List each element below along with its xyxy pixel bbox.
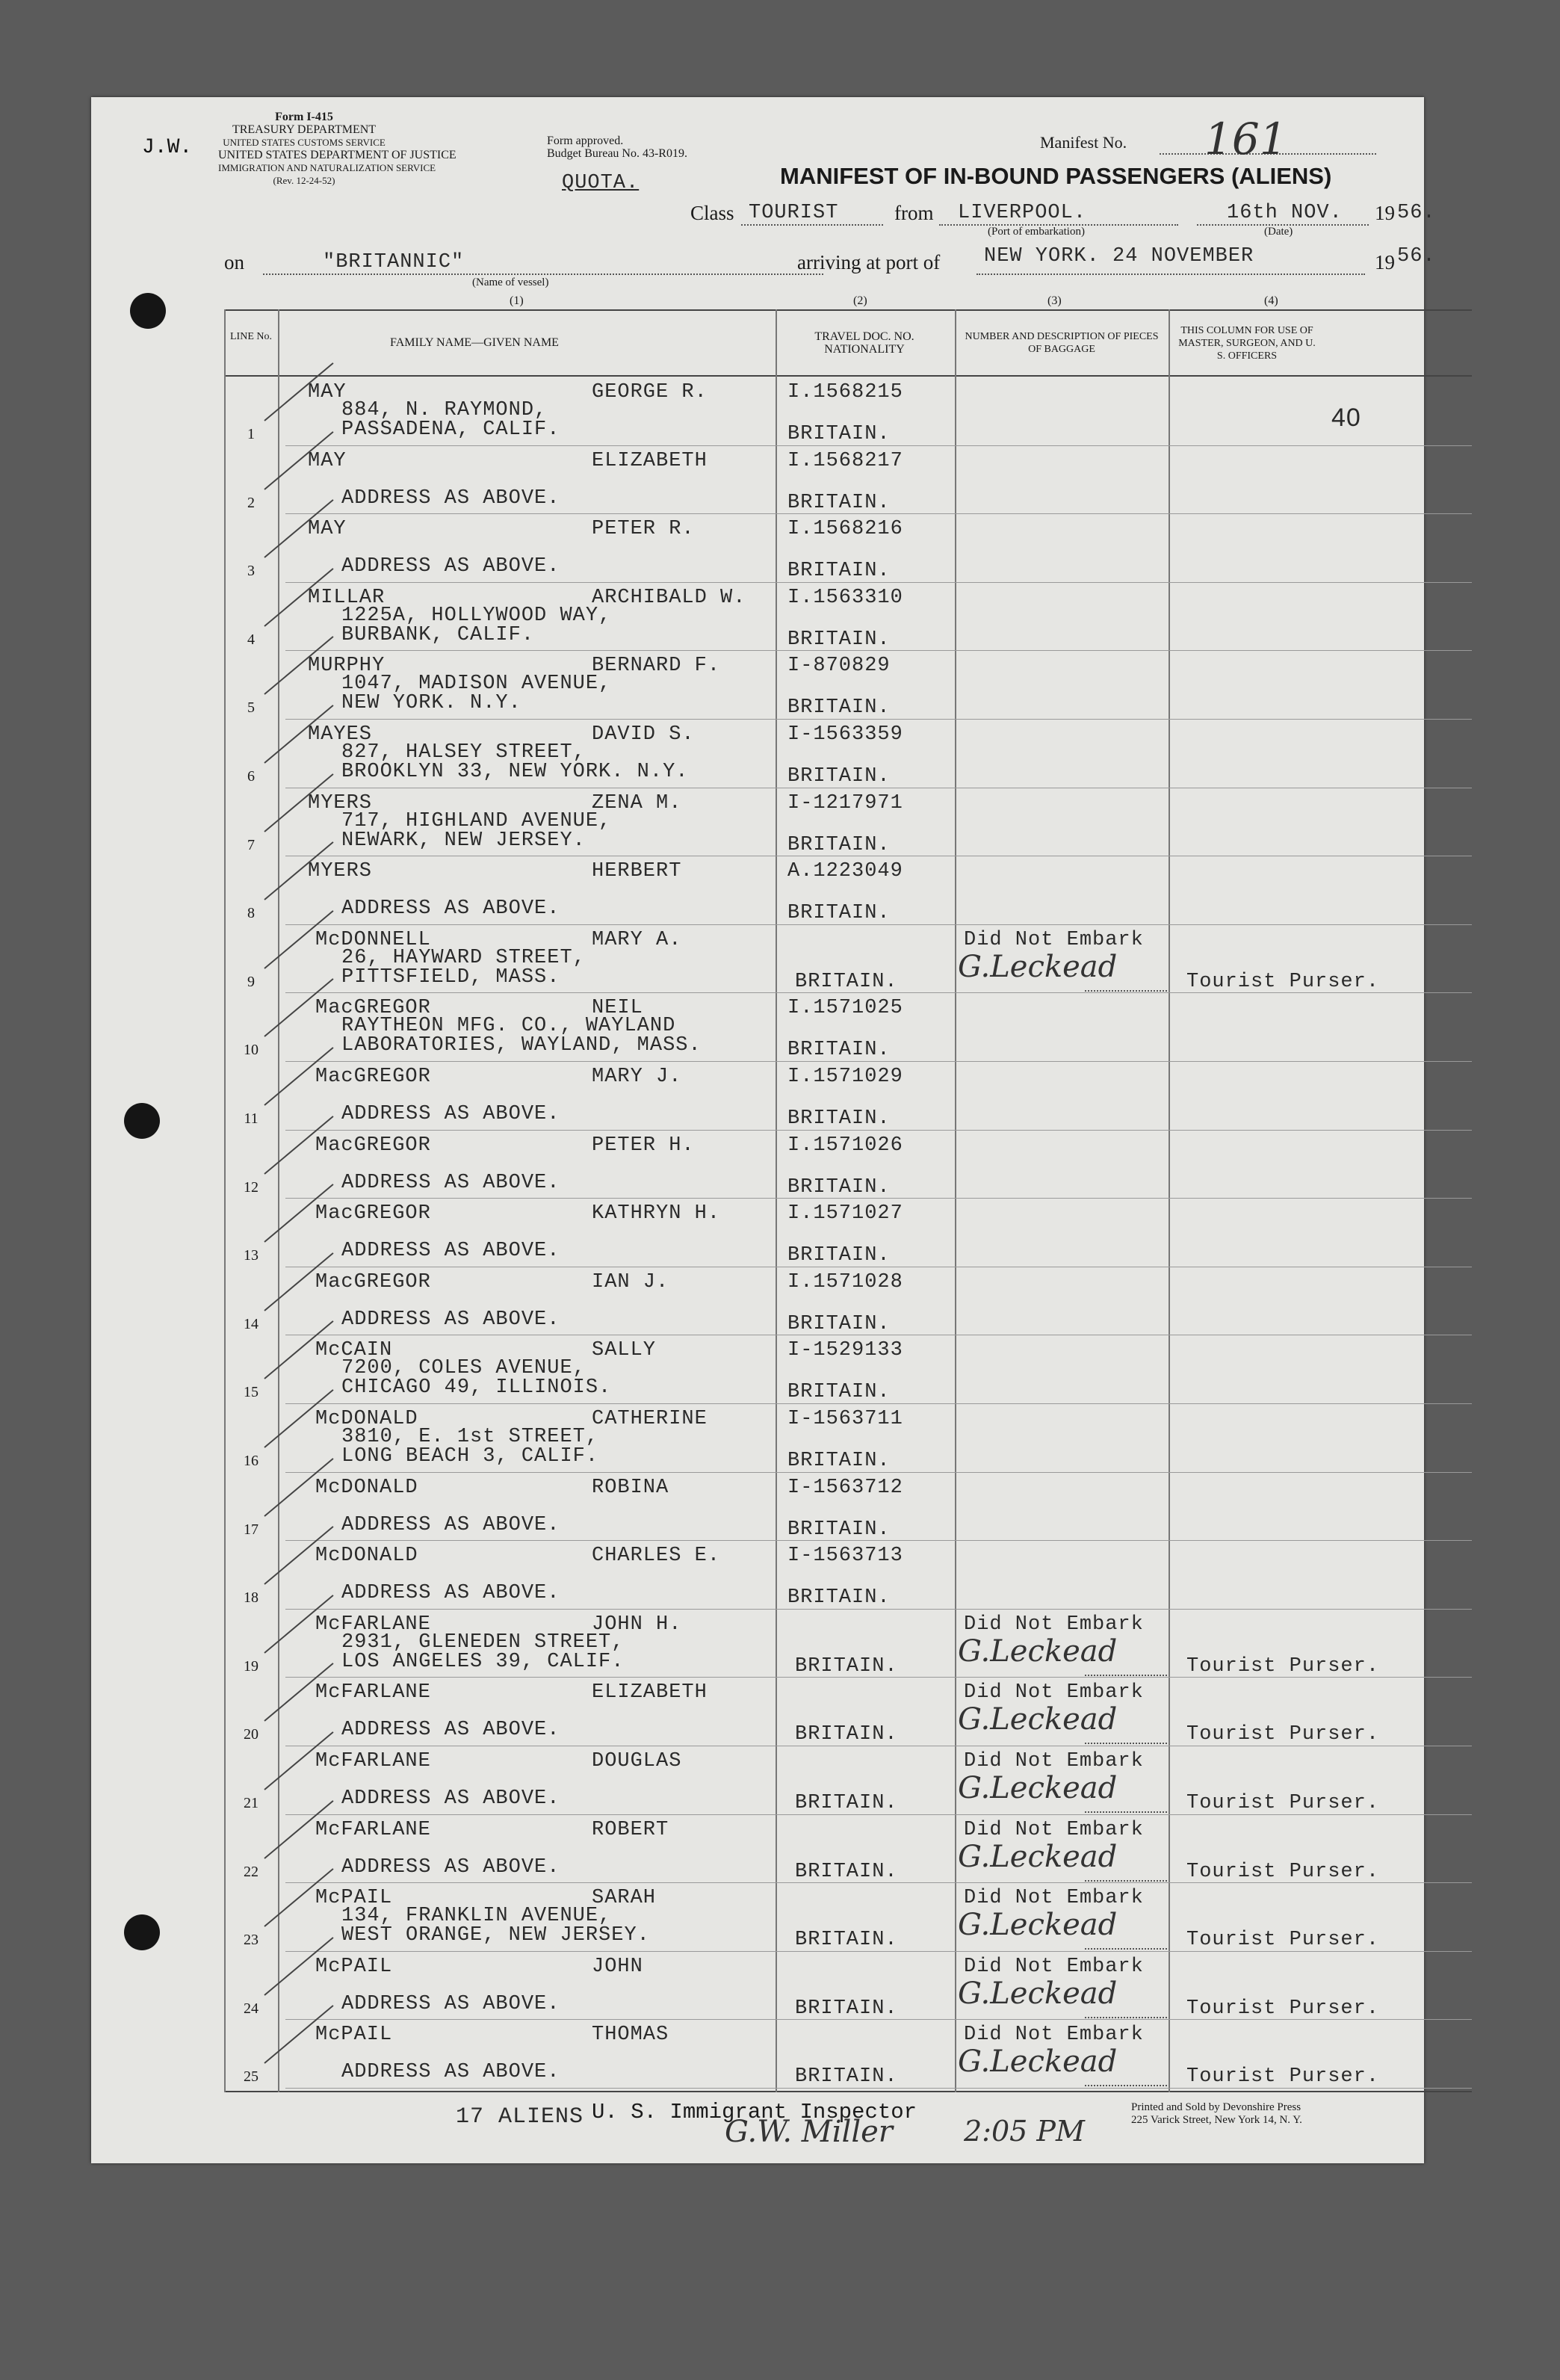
address-line-1: RAYTHEON MFG. CO., WAYLAND bbox=[341, 1015, 676, 1038]
given-name: NEIL bbox=[592, 997, 643, 1020]
family-name: MAYES bbox=[308, 723, 373, 746]
family-name: MYERS bbox=[308, 860, 373, 883]
travel-doc-no: I.1571029 bbox=[787, 1066, 903, 1088]
line-number: 12 bbox=[244, 1178, 259, 1196]
line-number: 25 bbox=[244, 2068, 259, 2086]
header-officers: THIS COLUMN FOR USE OF MASTER, SURGEON, AND U. S. OFFICERS bbox=[1178, 325, 1316, 362]
baggage-signature: G.Leckead bbox=[958, 1839, 1118, 1874]
side-note: J.W. bbox=[142, 136, 193, 159]
family-name: McFARLANE bbox=[315, 1750, 431, 1772]
col-number-4: (4) bbox=[1264, 294, 1278, 307]
line-number: 2 bbox=[247, 494, 255, 511]
header-line-no: LINE No. bbox=[230, 331, 272, 342]
nationality: BRITAIN. bbox=[795, 1929, 898, 1952]
col-divider-name bbox=[278, 309, 279, 2092]
nationality: BRITAIN. bbox=[787, 1586, 891, 1610]
address-line-1: 26, HAYWARD STREET, bbox=[341, 946, 586, 969]
line-number: 7 bbox=[247, 836, 255, 853]
officer-note: Tourist Purser. bbox=[1186, 1654, 1380, 1678]
family-name: MURPHY bbox=[308, 655, 386, 678]
travel-doc-no: I.1563310 bbox=[787, 586, 903, 609]
line-number: 23 bbox=[244, 1932, 259, 1949]
nationality: BRITAIN. bbox=[787, 628, 891, 651]
nationality: BRITAIN. bbox=[787, 560, 891, 583]
given-name: JOHN bbox=[592, 1955, 643, 1978]
purser-leader-line bbox=[1085, 1743, 1167, 1744]
nationality: BRITAIN. bbox=[787, 1244, 891, 1267]
family-name: McFARLANE bbox=[315, 1681, 431, 1704]
address-line-2: NEW YORK. N.Y. bbox=[341, 692, 521, 715]
given-name: THOMAS bbox=[592, 2024, 669, 2047]
line-number: 13 bbox=[244, 1247, 259, 1264]
family-name: McPAIL bbox=[315, 1955, 393, 1978]
address-line-2: ADDRESS AS ABOVE. bbox=[341, 1582, 560, 1605]
family-name: McDONALD bbox=[315, 1408, 418, 1430]
given-name: MARY A. bbox=[592, 928, 682, 951]
address-line-2: ADDRESS AS ABOVE. bbox=[341, 1719, 560, 1742]
line-number: 9 bbox=[247, 973, 255, 990]
given-name: PETER H. bbox=[592, 1134, 695, 1157]
address-line-2: ADDRESS AS ABOVE. bbox=[341, 486, 560, 510]
purser-leader-line bbox=[1085, 1811, 1167, 1813]
family-name: McFARLANE bbox=[315, 1818, 431, 1841]
travel-doc-no: I-870829 bbox=[787, 655, 891, 678]
line-number: 11 bbox=[244, 1110, 259, 1127]
family-name: McDONALD bbox=[315, 1545, 418, 1568]
class-value: TOURIST bbox=[749, 202, 839, 224]
arrival-year-prefix: 19 bbox=[1375, 251, 1395, 273]
travel-doc-no: I.1571027 bbox=[787, 1202, 903, 1225]
travel-doc-no: I-1217971 bbox=[787, 791, 903, 815]
given-name: ELIZABETH bbox=[592, 449, 708, 472]
address-line-2: ADDRESS AS ABOVE. bbox=[341, 1855, 560, 1879]
line-number: 22 bbox=[244, 1863, 259, 1880]
address-line-2: ADDRESS AS ABOVE. bbox=[341, 1992, 560, 2015]
family-name: McDONALD bbox=[315, 1476, 418, 1499]
given-name: BERNARD F. bbox=[592, 655, 721, 678]
nationality: BRITAIN. bbox=[787, 1450, 891, 1472]
nationality: BRITAIN. bbox=[795, 1792, 898, 1814]
baggage-note: Did Not Embark bbox=[964, 1613, 1144, 1636]
line-number: 24 bbox=[244, 2000, 259, 2017]
baggage-note: Did Not Embark bbox=[964, 2024, 1144, 2047]
given-name: ELIZABETH bbox=[592, 1681, 708, 1704]
col-number-1: (1) bbox=[510, 294, 524, 307]
on-label: on bbox=[224, 251, 244, 273]
travel-doc-no: I-1563359 bbox=[787, 723, 903, 746]
inspector-label: U. S. Immigrant Inspector bbox=[592, 2100, 917, 2124]
nationality: BRITAIN. bbox=[787, 1107, 891, 1130]
travel-doc-no: I.1571028 bbox=[787, 1270, 903, 1293]
table-header-rule bbox=[224, 375, 1472, 377]
table-bottom-rule bbox=[224, 2091, 1472, 2092]
baggage-signature: G.Leckead bbox=[958, 1702, 1118, 1737]
given-name: MARY J. bbox=[592, 1066, 682, 1088]
class-label: Class bbox=[690, 202, 734, 224]
officer-note: Tourist Purser. bbox=[1186, 1792, 1380, 1814]
baggage-signature: G.Leckead bbox=[958, 949, 1118, 984]
family-name: MAY bbox=[308, 381, 347, 404]
quota-stamp: QUOTA. bbox=[562, 172, 640, 194]
baggage-note: Did Not Embark bbox=[964, 928, 1144, 951]
nationality: BRITAIN. bbox=[795, 970, 898, 993]
nationality: BRITAIN. bbox=[795, 2065, 898, 2089]
vessel-name: "BRITANNIC" bbox=[323, 251, 465, 273]
arriving-label: arriving at port of bbox=[797, 251, 941, 273]
baggage-signature: G.Leckead bbox=[958, 2044, 1118, 2080]
address-line-2: ADDRESS AS ABOVE. bbox=[341, 1787, 560, 1810]
nationality: BRITAIN. bbox=[787, 1381, 891, 1404]
address-line-2: ADDRESS AS ABOVE. bbox=[341, 1513, 560, 1536]
printer-note: Printed and Sold by Devonshire Press 225 Varick Street, New York 14, N. Y. bbox=[1131, 2101, 1302, 2126]
family-name: MacGREGOR bbox=[315, 1066, 431, 1088]
nationality: BRITAIN. bbox=[787, 1039, 891, 1062]
address-line-2: BURBANK, CALIF. bbox=[341, 623, 535, 646]
given-name: DOUGLAS bbox=[592, 1750, 682, 1772]
baggage-note: Did Not Embark bbox=[964, 1887, 1144, 1910]
line-number: 8 bbox=[247, 905, 255, 922]
line-number: 19 bbox=[244, 1657, 259, 1675]
address-line-2: ADDRESS AS ABOVE. bbox=[341, 1308, 560, 1331]
address-line-1: 827, HALSEY STREET, bbox=[341, 741, 586, 764]
header-name: FAMILY NAME—GIVEN NAME bbox=[390, 336, 559, 349]
nationality: BRITAIN. bbox=[795, 1654, 898, 1678]
given-name: KATHRYN H. bbox=[592, 1202, 721, 1225]
inspection-time: 2:05 PM bbox=[964, 2115, 1085, 2148]
officer-note: Tourist Purser. bbox=[1186, 2065, 1380, 2089]
travel-doc-no: I-1563712 bbox=[787, 1476, 903, 1499]
nationality: BRITAIN. bbox=[787, 1175, 891, 1199]
punch-hole-middle bbox=[124, 1103, 160, 1139]
line-number: 4 bbox=[247, 631, 255, 648]
address-line-2: ADDRESS AS ABOVE. bbox=[341, 1103, 560, 1125]
family-name: MacGREGOR bbox=[315, 1134, 431, 1157]
form-info: Form I-415 TREASURY DEPARTMENT UNITED STATES CUSTOMS SERVICE UNITED STATES DEPARTMENT OF JUSTICE IMMIGRATION AND NATURALIZATION SERVICE (Rev. 12-24-52) bbox=[218, 111, 456, 186]
family-name: MacGREGOR bbox=[315, 1202, 431, 1225]
officer-note: Tourist Purser. bbox=[1186, 1723, 1380, 1746]
line-number: 15 bbox=[244, 1384, 259, 1401]
port-embark: LIVERPOOL. bbox=[958, 202, 1087, 224]
family-name: MAY bbox=[308, 449, 347, 472]
col-divider-officers bbox=[1169, 309, 1170, 2092]
travel-doc-no: I.1571025 bbox=[787, 997, 903, 1020]
header-travel-doc: TRAVEL DOC. NO. NATIONALITY bbox=[814, 330, 914, 356]
given-name: GEORGE R. bbox=[592, 381, 708, 404]
officers-note: 40 bbox=[1331, 404, 1361, 432]
baggage-note: Did Not Embark bbox=[964, 1681, 1144, 1704]
address-line-1: 717, HIGHLAND AVENUE, bbox=[341, 809, 612, 832]
family-name: McPAIL bbox=[315, 1887, 393, 1910]
travel-doc-no: I-1563711 bbox=[787, 1408, 903, 1430]
arrival-line bbox=[976, 273, 1365, 275]
vessel-caption: (Name of vessel) bbox=[472, 276, 549, 288]
address-line-2: ADDRESS AS ABOVE. bbox=[341, 2061, 560, 2084]
nationality: BRITAIN. bbox=[787, 696, 891, 720]
travel-doc-no: I.1568215 bbox=[787, 381, 903, 404]
address-line-2: PASSADENA, CALIF. bbox=[341, 418, 560, 441]
arrival-year-suffix: 56. bbox=[1397, 245, 1436, 268]
manifest-number: 161 bbox=[1204, 114, 1287, 164]
given-name: ROBINA bbox=[592, 1476, 669, 1499]
travel-doc-no: I.1568216 bbox=[787, 518, 903, 541]
officer-note: Tourist Purser. bbox=[1186, 970, 1380, 993]
nationality: BRITAIN. bbox=[795, 1997, 898, 2020]
line-number: 1 bbox=[247, 426, 255, 442]
address-line-2: ADDRESS AS ABOVE. bbox=[341, 555, 560, 578]
family-name: MAY bbox=[308, 518, 347, 541]
col-divider-line bbox=[224, 309, 226, 2092]
nationality: BRITAIN. bbox=[787, 491, 891, 514]
manifest-number-label: Manifest No. bbox=[1040, 133, 1127, 152]
address-line-2: NEWARK, NEW JERSEY. bbox=[341, 829, 586, 852]
line-number: 5 bbox=[247, 699, 255, 717]
given-name: IAN J. bbox=[592, 1270, 669, 1293]
family-name: MacGREGOR bbox=[315, 997, 431, 1020]
col-divider-baggage bbox=[955, 309, 956, 2092]
line-number: 14 bbox=[244, 1315, 259, 1332]
family-name: McFARLANE bbox=[315, 1613, 431, 1636]
purser-leader-line bbox=[1085, 1675, 1167, 1676]
family-name: MYERS bbox=[308, 791, 373, 815]
given-name: DAVID S. bbox=[592, 723, 695, 746]
date-value: 16th NOV. bbox=[1227, 202, 1343, 224]
line-number: 10 bbox=[244, 1042, 259, 1059]
address-line-2: LABORATORIES, WAYLAND, MASS. bbox=[341, 1034, 702, 1057]
baggage-note: Did Not Embark bbox=[964, 1750, 1144, 1772]
address-line-1: 1047, MADISON AVENUE, bbox=[341, 673, 612, 696]
travel-doc-no: I.1568217 bbox=[787, 449, 903, 472]
punch-hole-top bbox=[130, 293, 166, 329]
address-line-1: 134, FRANKLIN AVENUE, bbox=[341, 1905, 612, 1928]
address-line-2: ADDRESS AS ABOVE. bbox=[341, 897, 560, 921]
family-name: McCAIN bbox=[315, 1339, 393, 1362]
address-line-2: ADDRESS AS ABOVE. bbox=[341, 1240, 560, 1263]
nationality: BRITAIN. bbox=[787, 1518, 891, 1541]
baggage-signature: G.Leckead bbox=[958, 1908, 1118, 1943]
header-baggage: NUMBER AND DESCRIPTION OF PIECES OF BAGGAGE bbox=[965, 331, 1159, 355]
nationality: BRITAIN. bbox=[787, 423, 891, 445]
nationality: BRITAIN. bbox=[787, 902, 891, 925]
family-name: MILLAR bbox=[308, 586, 386, 609]
vessel-line bbox=[263, 273, 823, 275]
travel-doc-no: I-1563713 bbox=[787, 1545, 903, 1568]
port-embark-caption: (Port of embarkation) bbox=[988, 226, 1085, 238]
address-line-2: WEST ORANGE, NEW JERSEY. bbox=[341, 1924, 650, 1947]
address-line-2: BROOKLYN 33, NEW YORK. N.Y. bbox=[341, 761, 689, 783]
year-suffix: 56. bbox=[1397, 202, 1436, 224]
given-name: JOHN H. bbox=[592, 1613, 682, 1636]
punch-hole-bottom bbox=[124, 1914, 160, 1950]
officer-note: Tourist Purser. bbox=[1186, 1860, 1380, 1883]
purser-leader-line bbox=[1085, 990, 1167, 992]
document-title: MANIFEST OF IN-BOUND PASSENGERS (ALIENS) bbox=[780, 163, 1332, 189]
travel-doc-no: A.1223049 bbox=[787, 860, 903, 883]
given-name: PETER R. bbox=[592, 518, 695, 541]
purser-leader-line bbox=[1085, 2017, 1167, 2018]
address-line-1: 2931, GLENEDEN STREET, bbox=[341, 1631, 625, 1654]
nationality: BRITAIN. bbox=[787, 765, 891, 788]
given-name: CHARLES E. bbox=[592, 1545, 721, 1568]
given-name: ARCHIBALD W. bbox=[592, 586, 746, 609]
family-name: McDONNELL bbox=[315, 928, 431, 951]
baggage-note: Did Not Embark bbox=[964, 1955, 1144, 1978]
date-caption: (Date) bbox=[1264, 226, 1293, 238]
baggage-note: Did Not Embark bbox=[964, 1818, 1144, 1841]
given-name: SARAH bbox=[592, 1887, 657, 1910]
purser-leader-line bbox=[1085, 2085, 1167, 2086]
nationality: BRITAIN. bbox=[787, 833, 891, 856]
officer-note: Tourist Purser. bbox=[1186, 1929, 1380, 1952]
family-name: MacGREGOR bbox=[315, 1270, 431, 1293]
given-name: ROBERT bbox=[592, 1818, 669, 1841]
col-divider-doc bbox=[776, 309, 777, 2092]
address-line-2: CHICAGO 49, ILLINOIS. bbox=[341, 1376, 612, 1400]
line-number: 16 bbox=[244, 1453, 259, 1469]
given-name: SALLY bbox=[592, 1339, 657, 1362]
address-line-2: LONG BEACH 3, CALIF. bbox=[341, 1445, 599, 1468]
given-name: ZENA M. bbox=[592, 791, 682, 815]
aliens-count: 17 ALIENS bbox=[456, 2104, 584, 2130]
address-line-2: LOS ANGELES 39, CALIF. bbox=[341, 1650, 625, 1673]
col-number-2: (2) bbox=[853, 294, 867, 307]
baggage-signature: G.Leckead bbox=[958, 1976, 1118, 2011]
line-number: 3 bbox=[247, 563, 255, 580]
manifest-sheet bbox=[91, 97, 1436, 2163]
address-line-1: 7200, COLES AVENUE, bbox=[341, 1357, 586, 1380]
line-number: 18 bbox=[244, 1589, 259, 1607]
line-number: 20 bbox=[244, 1726, 259, 1743]
nationality: BRITAIN. bbox=[795, 1860, 898, 1883]
baggage-signature: G.Leckead bbox=[958, 1771, 1118, 1805]
given-name: CATHERINE bbox=[592, 1408, 708, 1430]
purser-leader-line bbox=[1085, 1948, 1167, 1950]
inspector-signature: G.W. Miller bbox=[725, 2115, 893, 2149]
col-number-3: (3) bbox=[1047, 294, 1062, 307]
address-line-1: 1225A, HOLLYWOOD WAY, bbox=[341, 604, 612, 627]
year-prefix: 19 bbox=[1375, 202, 1395, 224]
purser-leader-line bbox=[1085, 1880, 1167, 1882]
arrival-port: NEW YORK. 24 NOVEMBER bbox=[984, 245, 1254, 268]
travel-doc-no: I.1571026 bbox=[787, 1134, 903, 1157]
line-number: 21 bbox=[244, 1795, 259, 1811]
address-line-2: ADDRESS AS ABOVE. bbox=[341, 1171, 560, 1194]
address-line-1: 884, N. RAYMOND, bbox=[341, 399, 548, 421]
from-label: from bbox=[894, 202, 934, 224]
address-line-2: PITTSFIELD, MASS. bbox=[341, 965, 560, 989]
travel-doc-no: I-1529133 bbox=[787, 1339, 903, 1362]
family-name: McPAIL bbox=[315, 2024, 393, 2047]
form-approval: Form approved. Budget Bureau No. 43-R019. bbox=[547, 135, 687, 160]
address-line-1: 3810, E. 1st STREET, bbox=[341, 1426, 599, 1448]
nationality: BRITAIN. bbox=[787, 1312, 891, 1335]
table-top-rule bbox=[224, 309, 1472, 311]
class-line bbox=[741, 224, 883, 226]
given-name: HERBERT bbox=[592, 860, 682, 883]
baggage-signature: G.Leckead bbox=[958, 1633, 1118, 1669]
nationality: BRITAIN. bbox=[795, 1723, 898, 1746]
line-number: 6 bbox=[247, 768, 255, 785]
officer-note: Tourist Purser. bbox=[1186, 1997, 1380, 2020]
line-number: 17 bbox=[244, 1521, 259, 1538]
